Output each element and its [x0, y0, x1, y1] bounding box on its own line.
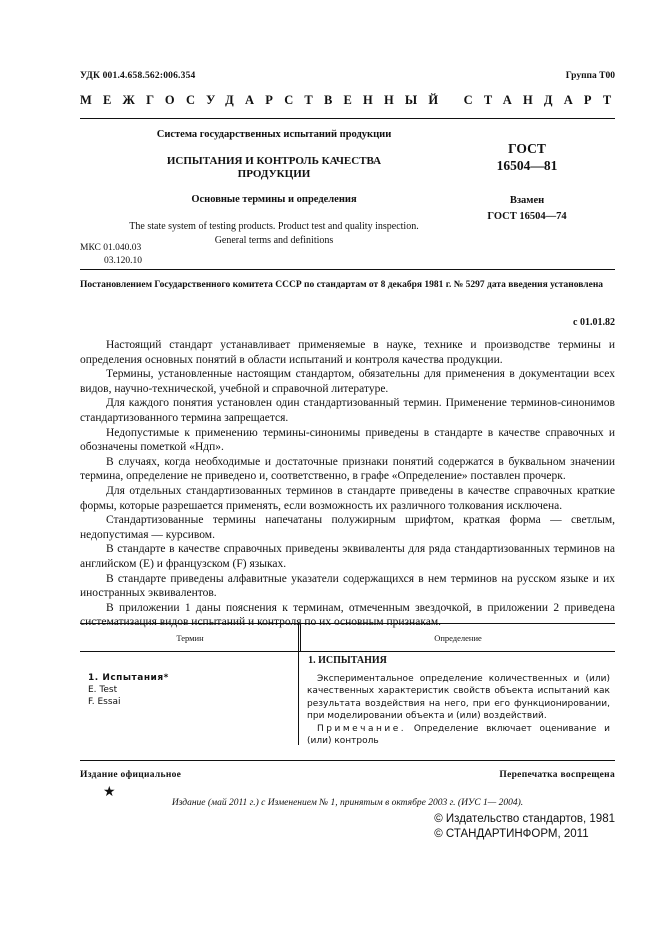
paragraph: Настоящий стандарт устанавливает применяемые в науке, технике и производстве термины и определения основных понятий в области испытаний и контроля качества продукции.	[80, 339, 615, 366]
definition-entry	[307, 673, 610, 748]
term-ru: 1. Испытания*	[88, 673, 169, 683]
column-header-definition: Определение	[301, 624, 616, 652]
body-text	[80, 338, 615, 630]
system-title: Система государственных испытаний продукции	[156, 129, 392, 140]
document-title	[80, 155, 468, 181]
title-line-1: ИСПЫТАНИЯ И КОНТРОЛЬ КАЧЕСТВА	[166, 155, 382, 167]
english-title-line-1: The state system of testing products. Product test and quality inspection.	[129, 221, 419, 232]
terms-table	[80, 623, 615, 652]
title-line-2: ПРОДУКЦИИ	[237, 168, 311, 180]
note-label: Примечание.	[317, 724, 407, 735]
gost-label: ГОСТ	[508, 141, 546, 156]
star-icon: ★	[103, 785, 116, 800]
section-heading: 1. ИСПЫТАНИЯ	[308, 655, 387, 666]
term-en: E. Test	[88, 685, 118, 695]
copyright-line-1: © Издательство стандартов, 1981	[434, 813, 615, 825]
title-divider	[80, 269, 615, 270]
paragraph: Термины, установленные настоящим стандартом, обязательны для применения в документации всех видов, научно-технической, учебной и справочной литературе.	[80, 368, 615, 395]
gost-block	[482, 140, 572, 174]
mks-line-1: МКС 01.040.03	[80, 243, 142, 253]
english-title-line-2: General terms and definitions	[214, 235, 334, 246]
mks-line-2: 03.120.10	[104, 256, 142, 266]
standard-type-banner: МЕЖГОСУДАРСТВЕННЫЙ СТАНДАРТ	[80, 93, 623, 107]
replaces-block	[482, 193, 572, 225]
paragraph: В стандарте приведены алфавитные указатели содержащихся в нем терминов на русском языке и их иностранных эквивалентов.	[80, 572, 615, 600]
paragraph: Для каждого понятия установлен один стандартизованный термин. Применение терминов-синонимов стандартизованного термина запрещается.	[80, 397, 615, 424]
edition-note: Издание (май 2011 г.) с Изменением № 1, принятым в октябре 2003 г. (ИУС 1— 2004).	[171, 798, 524, 808]
term-fr: F. Essai	[88, 697, 121, 707]
footer-divider	[80, 760, 615, 761]
paragraph: Недопустимые к применению термины-синонимы приведены в стандарте в качестве справочных и обозначены пометкой «Ндп».	[80, 426, 615, 454]
paragraph: Для отдельных стандартизованных терминов в стандарте приведены в качестве справочных краткие формы, которые разрешается применять, если возможность их различного толкования исключена.	[80, 484, 615, 512]
table-header-row	[80, 624, 615, 652]
paragraph: В приложении 1 даны пояснения к терминам, отмеченным звездочкой, в приложении 2 приведена систематизация видов испытаний и контроля по их основным признакам.	[80, 601, 615, 629]
paragraph: В стандарте в качестве справочных приведены эквиваленты для ряда стандартизованных терминов на английском (E) и французском (F) языках.	[80, 543, 615, 570]
document-subtitle: Основные термины и определения	[191, 194, 357, 205]
definition-note	[307, 723, 610, 748]
official-edition: Издание официальное	[80, 770, 182, 780]
table-column-divider	[298, 623, 299, 745]
copyright-line-2: © СТАНДАРТИНФОРМ, 2011	[434, 828, 589, 840]
mks-codes	[80, 242, 142, 268]
group-code: Группа Т00	[565, 71, 615, 81]
paragraph: В случаях, когда необходимые и достаточные признаки понятий содержатся в буквальном значении термина, определение не приведено и, соответственно, в графе «Определение» поставлен прочерк.	[80, 455, 615, 483]
replaces-label: Взамен	[509, 195, 545, 206]
udk-code: УДК 001.4.658.562:006.354	[80, 71, 196, 81]
replaces-standard: ГОСТ 16504—74	[487, 211, 567, 222]
paragraph: Стандартизованные термины напечатаны полужирным шрифтом, краткая форма — светлым, недопустимая — курсивом.	[80, 514, 615, 541]
column-header-term: Термин	[80, 624, 301, 652]
copyright-block	[434, 812, 615, 842]
effective-date: с 01.01.82	[573, 317, 615, 328]
gost-number: 16504—81	[496, 158, 558, 173]
reprint-notice: Перепечатка воспрещена	[499, 770, 615, 780]
definition-text: Экспериментальное определение количественных и (или) качественных характеристик свойств объекта испытаний как результата воздействия на него, при его функционировании, при моделировании объекта и (или) воздействий.	[307, 674, 610, 721]
term-entry	[88, 672, 169, 708]
header-divider	[80, 118, 615, 119]
note-text: Определение включает оценивание и (или) контроль	[307, 724, 610, 747]
decree-text: Постановлением Государственного комитета СССР по стандартам от 8 декабря 1981 г. № 5297 дата введения установлена	[80, 280, 604, 290]
